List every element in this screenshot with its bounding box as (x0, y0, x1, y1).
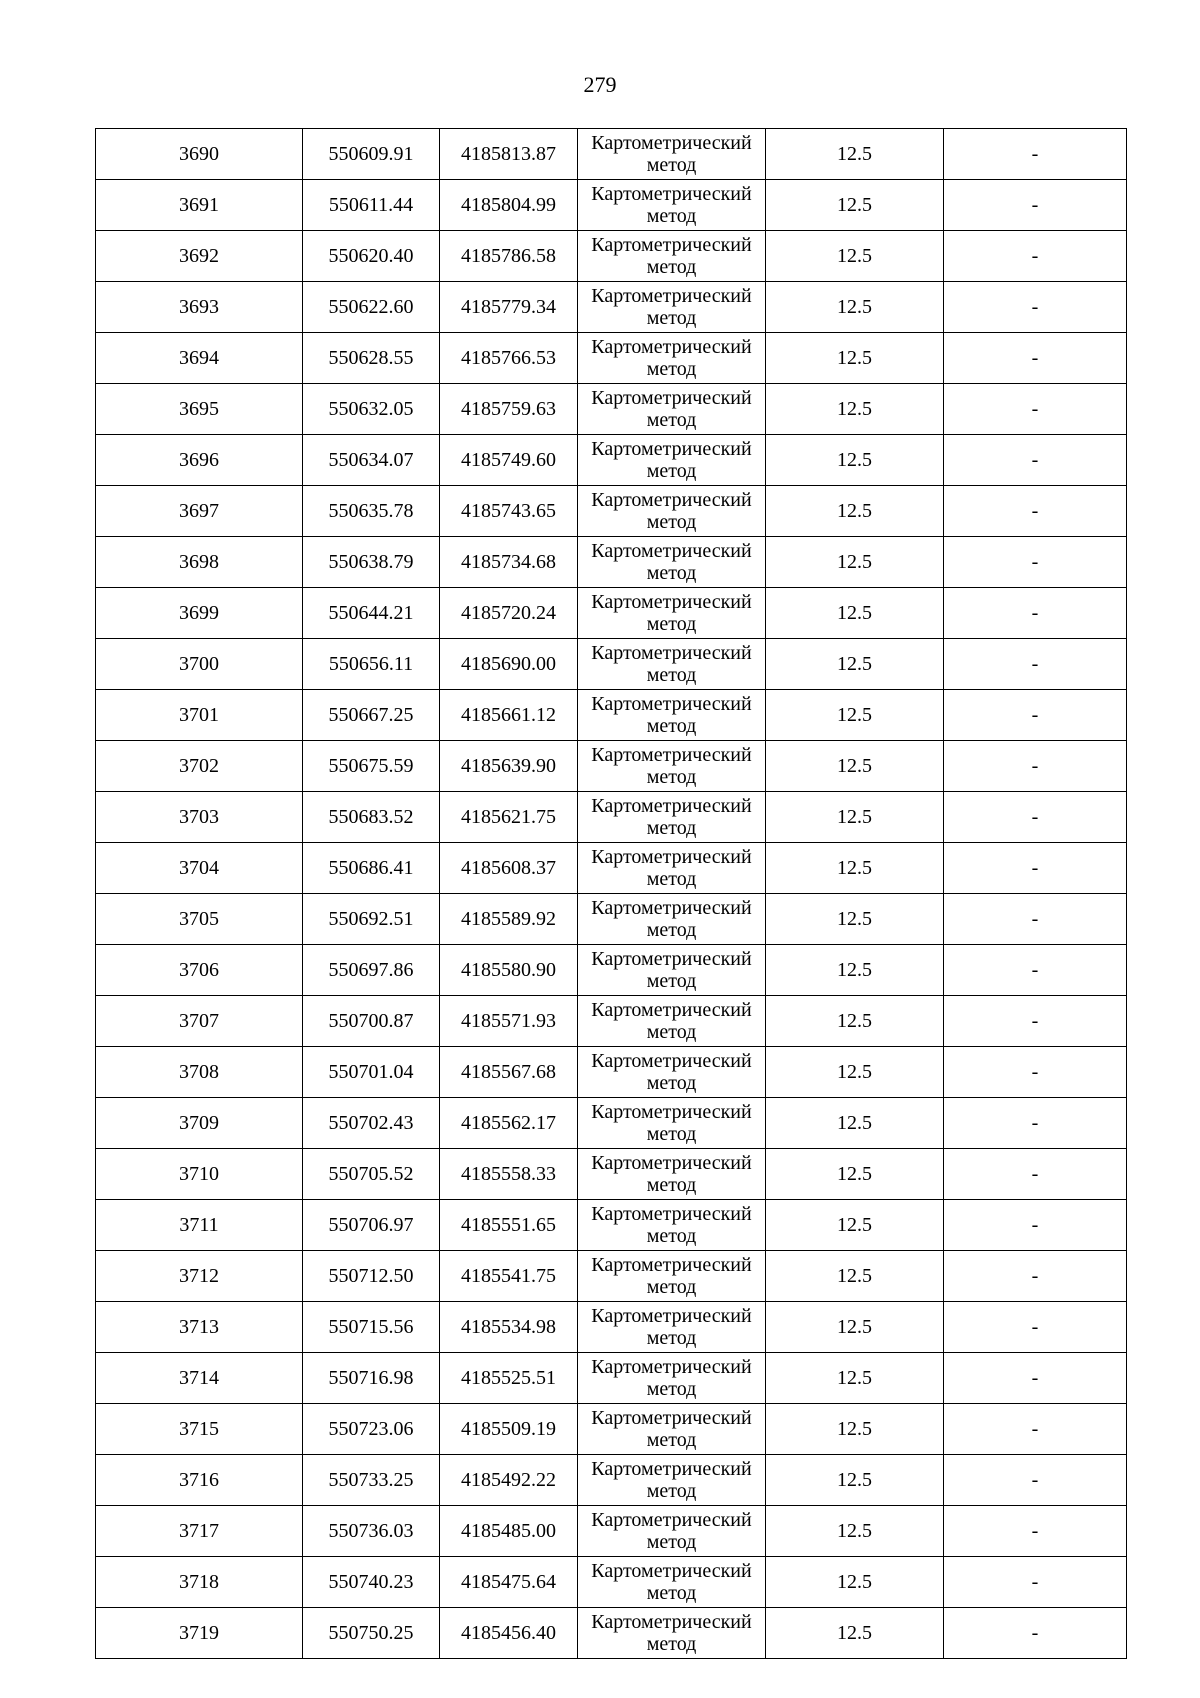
table-row (96, 1149, 1127, 1200)
method-text-line1: Картометрический (591, 1560, 752, 1582)
method-text-line1: Картометрический (591, 1305, 752, 1327)
note-cell: - (944, 1557, 1127, 1608)
note-cell: - (944, 690, 1127, 741)
accuracy-cell: 12.5 (766, 1353, 944, 1404)
accuracy-cell: 12.5 (766, 741, 944, 792)
note-cell: - (944, 129, 1127, 180)
accuracy-cell: 12.5 (766, 282, 944, 333)
method-text-line1: Картометрический (591, 1509, 752, 1531)
method-text-line1: Картометрический (591, 1356, 752, 1378)
method-text-line2: метод (646, 1123, 697, 1145)
x-coordinate-cell: 550715.56 (303, 1302, 440, 1353)
table-row (96, 333, 1127, 384)
x-coordinate-cell: 550667.25 (303, 690, 440, 741)
accuracy-cell: 12.5 (766, 1200, 944, 1251)
method-cell (578, 333, 766, 384)
method-text-line2: метод (646, 562, 697, 584)
method-cell (578, 1557, 766, 1608)
table-row (96, 639, 1127, 690)
method-cell (578, 945, 766, 996)
method-cell (578, 1200, 766, 1251)
point-number-cell: 3710 (96, 1149, 303, 1200)
accuracy-cell: 12.5 (766, 486, 944, 537)
method-cell (578, 792, 766, 843)
x-coordinate-cell: 550622.60 (303, 282, 440, 333)
y-coordinate-cell: 4185779.34 (440, 282, 578, 333)
note-cell: - (944, 1047, 1127, 1098)
method-cell (578, 231, 766, 282)
point-number-cell: 3693 (96, 282, 303, 333)
point-number-cell: 3702 (96, 741, 303, 792)
point-number-cell: 3719 (96, 1608, 303, 1659)
table-row (96, 1302, 1127, 1353)
y-coordinate-cell: 4185608.37 (440, 843, 578, 894)
note-cell: - (944, 384, 1127, 435)
method-cell (578, 1608, 766, 1659)
method-cell (578, 639, 766, 690)
y-coordinate-cell: 4185571.93 (440, 996, 578, 1047)
method-text-line2: метод (646, 817, 697, 839)
point-number-cell: 3697 (96, 486, 303, 537)
table-row (96, 282, 1127, 333)
method-text-line1: Картометрический (591, 1254, 752, 1276)
method-text-line2: метод (646, 1276, 697, 1298)
point-number-cell: 3694 (96, 333, 303, 384)
x-coordinate-cell: 550700.87 (303, 996, 440, 1047)
accuracy-cell: 12.5 (766, 1302, 944, 1353)
note-cell: - (944, 1302, 1127, 1353)
point-number-cell: 3711 (96, 1200, 303, 1251)
point-number-cell: 3716 (96, 1455, 303, 1506)
point-number-cell: 3715 (96, 1404, 303, 1455)
x-coordinate-cell: 550706.97 (303, 1200, 440, 1251)
accuracy-cell: 12.5 (766, 1608, 944, 1659)
y-coordinate-cell: 4185485.00 (440, 1506, 578, 1557)
method-text-line2: метод (646, 409, 697, 431)
note-cell: - (944, 180, 1127, 231)
point-number-cell: 3713 (96, 1302, 303, 1353)
table-row (96, 1506, 1127, 1557)
method-cell (578, 180, 766, 231)
x-coordinate-cell: 550634.07 (303, 435, 440, 486)
method-text-line2: метод (646, 307, 697, 329)
y-coordinate-cell: 4185759.63 (440, 384, 578, 435)
point-number-cell: 3696 (96, 435, 303, 486)
y-coordinate-cell: 4185509.19 (440, 1404, 578, 1455)
y-coordinate-cell: 4185766.53 (440, 333, 578, 384)
method-text-line2: метод (646, 868, 697, 890)
point-number-cell: 3703 (96, 792, 303, 843)
method-text-line2: метод (646, 1021, 697, 1043)
method-text-line2: метод (646, 511, 697, 533)
point-number-cell: 3709 (96, 1098, 303, 1149)
accuracy-cell: 12.5 (766, 1047, 944, 1098)
table-row (96, 1251, 1127, 1302)
method-text-line2: метод (646, 766, 697, 788)
accuracy-cell: 12.5 (766, 1149, 944, 1200)
point-number-cell: 3717 (96, 1506, 303, 1557)
method-cell (578, 1353, 766, 1404)
note-cell: - (944, 843, 1127, 894)
table-row (96, 741, 1127, 792)
point-number-cell: 3707 (96, 996, 303, 1047)
x-coordinate-cell: 550733.25 (303, 1455, 440, 1506)
x-coordinate-cell: 550697.86 (303, 945, 440, 996)
table-row (96, 537, 1127, 588)
table-row (96, 1404, 1127, 1455)
method-text-line2: метод (646, 715, 697, 737)
method-text-line1: Картометрический (591, 336, 752, 358)
method-text-line1: Картометрический (591, 1611, 752, 1633)
point-number-cell: 3708 (96, 1047, 303, 1098)
table-row (96, 843, 1127, 894)
table-row (96, 231, 1127, 282)
table-row (96, 792, 1127, 843)
table-row (96, 690, 1127, 741)
table-row (96, 1098, 1127, 1149)
x-coordinate-cell: 550683.52 (303, 792, 440, 843)
x-coordinate-cell: 550632.05 (303, 384, 440, 435)
x-coordinate-cell: 550638.79 (303, 537, 440, 588)
table-row (96, 894, 1127, 945)
x-coordinate-cell: 550702.43 (303, 1098, 440, 1149)
note-cell: - (944, 1455, 1127, 1506)
method-text-line1: Картометрический (591, 1458, 752, 1480)
y-coordinate-cell: 4185639.90 (440, 741, 578, 792)
accuracy-cell: 12.5 (766, 1098, 944, 1149)
y-coordinate-cell: 4185690.00 (440, 639, 578, 690)
x-coordinate-cell: 550620.40 (303, 231, 440, 282)
method-cell (578, 129, 766, 180)
method-text-line1: Картометрический (591, 540, 752, 562)
note-cell: - (944, 333, 1127, 384)
table-row (96, 1557, 1127, 1608)
method-text-line2: метод (646, 1072, 697, 1094)
point-number-cell: 3690 (96, 129, 303, 180)
accuracy-cell: 12.5 (766, 1251, 944, 1302)
method-text-line2: метод (646, 1429, 697, 1451)
method-text-line2: метод (646, 256, 697, 278)
method-text-line1: Картометрический (591, 1407, 752, 1429)
table-row (96, 1200, 1127, 1251)
note-cell: - (944, 282, 1127, 333)
method-text-line2: метод (646, 1531, 697, 1553)
table-row (96, 384, 1127, 435)
note-cell: - (944, 435, 1127, 486)
x-coordinate-cell: 550644.21 (303, 588, 440, 639)
method-text-line1: Картометрический (591, 1152, 752, 1174)
method-cell (578, 384, 766, 435)
accuracy-cell: 12.5 (766, 129, 944, 180)
coordinates-table (95, 128, 1127, 1659)
method-text-line1: Картометрический (591, 132, 752, 154)
method-text-line1: Картометрический (591, 234, 752, 256)
y-coordinate-cell: 4185661.12 (440, 690, 578, 741)
y-coordinate-cell: 4185734.68 (440, 537, 578, 588)
y-coordinate-cell: 4185456.40 (440, 1608, 578, 1659)
x-coordinate-cell: 550675.59 (303, 741, 440, 792)
method-cell (578, 1404, 766, 1455)
method-text-line1: Картометрический (591, 846, 752, 868)
method-cell (578, 1251, 766, 1302)
method-cell (578, 690, 766, 741)
y-coordinate-cell: 4185720.24 (440, 588, 578, 639)
method-text-line2: метод (646, 1633, 697, 1655)
method-text-line1: Картометрический (591, 489, 752, 511)
x-coordinate-cell: 550736.03 (303, 1506, 440, 1557)
point-number-cell: 3704 (96, 843, 303, 894)
method-text-line2: метод (646, 919, 697, 941)
accuracy-cell: 12.5 (766, 1506, 944, 1557)
y-coordinate-cell: 4185804.99 (440, 180, 578, 231)
method-cell (578, 843, 766, 894)
y-coordinate-cell: 4185492.22 (440, 1455, 578, 1506)
accuracy-cell: 12.5 (766, 945, 944, 996)
table-row (96, 180, 1127, 231)
point-number-cell: 3691 (96, 180, 303, 231)
y-coordinate-cell: 4185562.17 (440, 1098, 578, 1149)
method-text-line2: метод (646, 358, 697, 380)
method-cell (578, 1149, 766, 1200)
y-coordinate-cell: 4185567.68 (440, 1047, 578, 1098)
method-text-line2: метод (646, 1582, 697, 1604)
note-cell: - (944, 1098, 1127, 1149)
method-text-line2: метод (646, 970, 697, 992)
table-row (96, 1353, 1127, 1404)
y-coordinate-cell: 4185813.87 (440, 129, 578, 180)
accuracy-cell: 12.5 (766, 843, 944, 894)
method-text-line1: Картометрический (591, 438, 752, 460)
method-text-line2: метод (646, 1225, 697, 1247)
point-number-cell: 3714 (96, 1353, 303, 1404)
accuracy-cell: 12.5 (766, 1455, 944, 1506)
method-cell (578, 894, 766, 945)
point-number-cell: 3718 (96, 1557, 303, 1608)
point-number-cell: 3698 (96, 537, 303, 588)
note-cell: - (944, 639, 1127, 690)
table-row (96, 996, 1127, 1047)
method-cell (578, 435, 766, 486)
note-cell: - (944, 1608, 1127, 1659)
y-coordinate-cell: 4185589.92 (440, 894, 578, 945)
method-cell (578, 1098, 766, 1149)
table-row (96, 486, 1127, 537)
method-text-line2: метод (646, 205, 697, 227)
method-text-line1: Картометрический (591, 591, 752, 613)
method-text-line1: Картометрический (591, 387, 752, 409)
y-coordinate-cell: 4185786.58 (440, 231, 578, 282)
table-row (96, 129, 1127, 180)
method-text-line1: Картометрический (591, 642, 752, 664)
note-cell: - (944, 996, 1127, 1047)
y-coordinate-cell: 4185551.65 (440, 1200, 578, 1251)
x-coordinate-cell: 550740.23 (303, 1557, 440, 1608)
note-cell: - (944, 537, 1127, 588)
method-text-line1: Картометрический (591, 1101, 752, 1123)
method-text-line2: метод (646, 1480, 697, 1502)
accuracy-cell: 12.5 (766, 792, 944, 843)
method-text-line1: Картометрический (591, 897, 752, 919)
note-cell: - (944, 792, 1127, 843)
x-coordinate-cell: 550686.41 (303, 843, 440, 894)
method-text-line1: Картометрический (591, 1203, 752, 1225)
x-coordinate-cell: 550656.11 (303, 639, 440, 690)
table-row (96, 435, 1127, 486)
method-text-line2: метод (646, 613, 697, 635)
y-coordinate-cell: 4185749.60 (440, 435, 578, 486)
table-row (96, 588, 1127, 639)
accuracy-cell: 12.5 (766, 894, 944, 945)
accuracy-cell: 12.5 (766, 1557, 944, 1608)
point-number-cell: 3695 (96, 384, 303, 435)
x-coordinate-cell: 550628.55 (303, 333, 440, 384)
point-number-cell: 3705 (96, 894, 303, 945)
method-text-line1: Картометрический (591, 795, 752, 817)
method-cell (578, 588, 766, 639)
method-cell (578, 1047, 766, 1098)
method-text-line2: метод (646, 154, 697, 176)
x-coordinate-cell: 550701.04 (303, 1047, 440, 1098)
accuracy-cell: 12.5 (766, 537, 944, 588)
method-text-line2: метод (646, 1174, 697, 1196)
table-row (96, 1608, 1127, 1659)
accuracy-cell: 12.5 (766, 639, 944, 690)
note-cell: - (944, 231, 1127, 282)
note-cell: - (944, 1404, 1127, 1455)
table-row (96, 1047, 1127, 1098)
x-coordinate-cell: 550705.52 (303, 1149, 440, 1200)
method-cell (578, 282, 766, 333)
y-coordinate-cell: 4185541.75 (440, 1251, 578, 1302)
coordinates-table-body (96, 129, 1127, 1659)
accuracy-cell: 12.5 (766, 996, 944, 1047)
accuracy-cell: 12.5 (766, 180, 944, 231)
x-coordinate-cell: 550609.91 (303, 129, 440, 180)
accuracy-cell: 12.5 (766, 384, 944, 435)
y-coordinate-cell: 4185621.75 (440, 792, 578, 843)
method-cell (578, 486, 766, 537)
accuracy-cell: 12.5 (766, 231, 944, 282)
x-coordinate-cell: 550723.06 (303, 1404, 440, 1455)
x-coordinate-cell: 550750.25 (303, 1608, 440, 1659)
point-number-cell: 3712 (96, 1251, 303, 1302)
note-cell: - (944, 1353, 1127, 1404)
note-cell: - (944, 1200, 1127, 1251)
note-cell: - (944, 1251, 1127, 1302)
note-cell: - (944, 588, 1127, 639)
y-coordinate-cell: 4185525.51 (440, 1353, 578, 1404)
note-cell: - (944, 1506, 1127, 1557)
note-cell: - (944, 741, 1127, 792)
accuracy-cell: 12.5 (766, 435, 944, 486)
table-row (96, 945, 1127, 996)
method-text-line2: метод (646, 1327, 697, 1349)
y-coordinate-cell: 4185580.90 (440, 945, 578, 996)
note-cell: - (944, 894, 1127, 945)
point-number-cell: 3692 (96, 231, 303, 282)
point-number-cell: 3700 (96, 639, 303, 690)
y-coordinate-cell: 4185534.98 (440, 1302, 578, 1353)
method-text-line1: Картометрический (591, 948, 752, 970)
accuracy-cell: 12.5 (766, 1404, 944, 1455)
y-coordinate-cell: 4185558.33 (440, 1149, 578, 1200)
method-text-line1: Картометрический (591, 285, 752, 307)
page-number: 279 (583, 72, 617, 97)
method-text-line2: метод (646, 460, 697, 482)
accuracy-cell: 12.5 (766, 588, 944, 639)
x-coordinate-cell: 550635.78 (303, 486, 440, 537)
x-coordinate-cell: 550712.50 (303, 1251, 440, 1302)
method-cell (578, 741, 766, 792)
method-cell (578, 1302, 766, 1353)
point-number-cell: 3699 (96, 588, 303, 639)
y-coordinate-cell: 4185743.65 (440, 486, 578, 537)
method-cell (578, 1506, 766, 1557)
method-text-line2: метод (646, 1378, 697, 1400)
method-text-line1: Картометрический (591, 744, 752, 766)
method-text-line1: Картометрический (591, 183, 752, 205)
method-cell (578, 1455, 766, 1506)
point-number-cell: 3706 (96, 945, 303, 996)
x-coordinate-cell: 550692.51 (303, 894, 440, 945)
method-cell (578, 996, 766, 1047)
method-cell (578, 537, 766, 588)
method-text-line2: метод (646, 664, 697, 686)
x-coordinate-cell: 550611.44 (303, 180, 440, 231)
accuracy-cell: 12.5 (766, 333, 944, 384)
note-cell: - (944, 945, 1127, 996)
method-text-line1: Картометрический (591, 1050, 752, 1072)
note-cell: - (944, 1149, 1127, 1200)
y-coordinate-cell: 4185475.64 (440, 1557, 578, 1608)
accuracy-cell: 12.5 (766, 690, 944, 741)
method-text-line1: Картометрический (591, 999, 752, 1021)
point-number-cell: 3701 (96, 690, 303, 741)
method-text-line1: Картометрический (591, 693, 752, 715)
note-cell: - (944, 486, 1127, 537)
table-row (96, 1455, 1127, 1506)
x-coordinate-cell: 550716.98 (303, 1353, 440, 1404)
